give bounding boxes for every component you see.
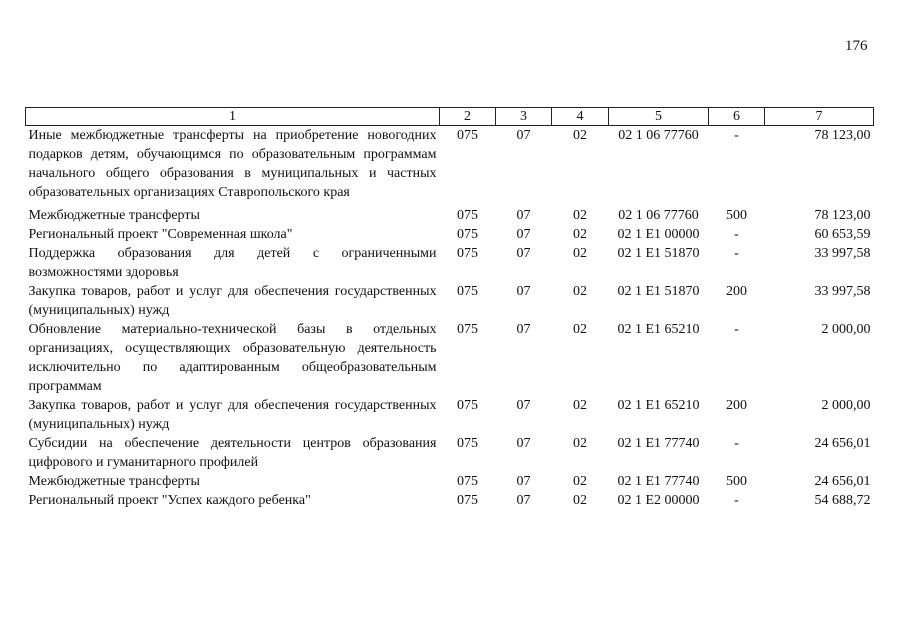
row-amount: 33 997,58 [814, 246, 871, 261]
row-amount: 24 656,01 [814, 436, 871, 451]
table-row [26, 472, 874, 491]
row-subsection: 02 [573, 436, 587, 451]
row-target: 02 1 06 77760 [618, 208, 699, 223]
header-col-7: 7 [765, 108, 874, 126]
table-row [26, 244, 874, 282]
row-min: 075 [457, 436, 478, 451]
table-row [26, 491, 874, 510]
row-name: Закупка товаров, работ и услуг для обеспечения государственных (муниципальных) нужд [28, 398, 437, 432]
table-row [26, 225, 874, 244]
row-amount: 2 000,00 [821, 398, 871, 413]
row-target: 02 1 E1 51870 [617, 246, 700, 261]
row-min: 075 [457, 128, 478, 143]
row-subsection: 02 [573, 208, 587, 223]
row-type: - [734, 246, 739, 261]
row-min: 075 [457, 208, 478, 223]
row-amount: 33 997,58 [814, 284, 871, 299]
header-col-4: 4 [552, 108, 609, 126]
row-target: 02 1 E1 77740 [617, 474, 700, 489]
row-min: 075 [457, 474, 478, 489]
row-amount: 60 653,59 [814, 227, 871, 242]
header-col-2: 2 [440, 108, 496, 126]
row-amount: 54 688,72 [814, 493, 871, 508]
row-name: Иные межбюджетные трансферты на приобретение новогодних подарков детям, обучающимся по образовательным программам начального общего образования в муниципальных и частных образовательных организациях Ставропольского края [28, 128, 437, 200]
row-subsection: 02 [573, 284, 587, 299]
row-target: 02 1 E1 65210 [617, 398, 700, 413]
row-subsection: 02 [573, 128, 587, 143]
row-subsection: 02 [573, 493, 587, 508]
row-target: 02 1 E2 00000 [617, 493, 700, 508]
row-type: 200 [726, 398, 747, 413]
row-type: - [734, 436, 739, 451]
row-amount: 78 123,00 [814, 128, 871, 143]
row-type: - [734, 493, 739, 508]
budget-table [25, 107, 874, 510]
row-min: 075 [457, 493, 478, 508]
row-section: 07 [516, 284, 531, 299]
row-name: Поддержка образования для детей с ограниченными возможностями здоровья [28, 246, 437, 280]
row-name: Межбюджетные трансферты [28, 474, 200, 489]
row-name: Обновление материально-технической базы в отдельных организациях, осуществляющих образовательную деятельность исключительно по адаптированным общеобразовательным программам [28, 322, 437, 394]
row-section: 07 [516, 398, 531, 413]
row-target: 02 1 E1 51870 [617, 284, 700, 299]
row-section: 07 [516, 227, 531, 242]
row-section: 07 [516, 208, 531, 223]
table-row [26, 206, 874, 225]
row-section: 07 [516, 493, 531, 508]
row-subsection: 02 [573, 474, 587, 489]
row-min: 075 [457, 284, 478, 299]
row-type: - [734, 322, 739, 337]
row-amount: 2 000,00 [821, 322, 871, 337]
row-amount: 78 123,00 [814, 208, 871, 223]
header-col-1: 1 [26, 108, 440, 126]
row-type: 200 [726, 284, 747, 299]
row-type: 500 [726, 474, 747, 489]
row-target: 02 1 E1 77740 [617, 436, 700, 451]
row-type: - [734, 227, 739, 242]
row-name: Межбюджетные трансферты [28, 208, 200, 223]
row-min: 075 [457, 227, 478, 242]
table-row [26, 320, 874, 396]
row-amount: 24 656,01 [814, 474, 871, 489]
table-header-row [26, 108, 874, 126]
row-subsection: 02 [573, 322, 587, 337]
table-row [26, 434, 874, 472]
row-min: 075 [457, 246, 478, 261]
row-section: 07 [516, 246, 531, 261]
row-section: 07 [516, 436, 531, 451]
header-col-3: 3 [496, 108, 552, 126]
row-name: Региональный проект "Современная школа" [28, 227, 293, 242]
row-name: Региональный проект "Успех каждого ребенка" [28, 493, 311, 508]
row-min: 075 [457, 398, 478, 413]
row-name: Субсидии на обеспечение деятельности центров образования цифрового и гуманитарного профилей [28, 436, 437, 470]
header-col-5: 5 [609, 108, 709, 126]
row-name: Закупка товаров, работ и услуг для обеспечения государственных (муниципальных) нужд [28, 284, 437, 318]
row-section: 07 [516, 474, 531, 489]
row-subsection: 02 [573, 398, 587, 413]
row-target: 02 1 E1 00000 [617, 227, 700, 242]
row-min: 075 [457, 322, 478, 337]
row-type: - [734, 128, 739, 143]
header-col-6: 6 [709, 108, 765, 126]
row-type: 500 [726, 208, 747, 223]
table-row [26, 126, 874, 207]
table-row [26, 396, 874, 434]
row-subsection: 02 [573, 246, 587, 261]
page-number: 176 [845, 38, 868, 54]
row-subsection: 02 [573, 227, 587, 242]
row-target: 02 1 E1 65210 [617, 322, 700, 337]
table-row [26, 282, 874, 320]
row-target: 02 1 06 77760 [618, 128, 699, 143]
row-section: 07 [516, 128, 531, 143]
row-section: 07 [516, 322, 531, 337]
